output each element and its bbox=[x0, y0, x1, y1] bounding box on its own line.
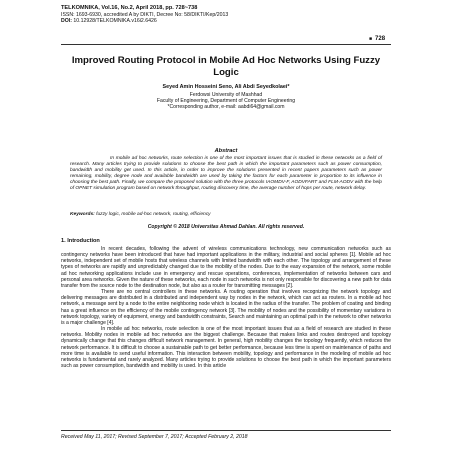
affiliation-department: Faculty of Engineering, Department of Computer Engineering bbox=[156, 98, 296, 104]
author-list: Seyed Amin Hosseini Seno, Ali Abdi Seyedkolaei* bbox=[162, 84, 290, 90]
received-dates: Received May 11, 2017; Revised September 7, 2017; Accepted February 2, 2018 bbox=[61, 434, 248, 440]
affiliation-university: Ferdowsi University of Mashhad bbox=[189, 92, 263, 98]
issn-line: ISSN: 1693-6930, accredited A by DIKTI, Decree No: 58/DIKTI/Kep/2013 bbox=[61, 12, 229, 18]
paragraph: There are no central controllers in these networks. A routing operation that involves recognizing the network topology and delivering messages are distributed in a distributed and independent way by nodes in the network, which can act as routers. In a mobile ad hoc network, a message sent by a node to the entire neighboring node which is located in the radius of the transfer. The problem of coating and binding has a great influence on the efficiency of the mobile contingency network [3]. The mobility of nodes and the possibility of momentary variations in network topology, variety of equipment, energy and bandwidth constraints, Search and maintaining an optimal path in the network to other networks is a major challenge [4]. bbox=[61, 289, 391, 326]
doi-label: DOI: bbox=[61, 18, 72, 25]
page-number bbox=[369, 36, 385, 42]
journal-citation: TELKOMNIKA, Vol.16, No.2, April 2018, pp. 728~738 bbox=[61, 5, 198, 11]
copyright-notice: Copyright © 2018 Universitas Ahmad Dahlan. All rights reserved. bbox=[147, 224, 305, 230]
paragraph: In mobile ad hoc networks, route selection is one of the most important issues that as a field of research are studied in these networks. Mobility nodes in mobile ad hoc networks are the biggest challenge. Because that makes links and routes destroyed and topology dynamically change that this changes difficult network management. In general, high mobility changes the topology frequently, which reduces the network performance. It is difficult to choose a sustainable path to get better performance, because less time is spent on maintenance of paths and more time is available to send useful information. This interaction between mobility, topology and performance in the modeling of mobile ad hoc networks is fundamental and rarely analyzed. Many articles trying to provide solutions to choose the best path in which the important parameters such as power consumption, bandwidth and mobility is used. In this article bbox=[61, 326, 391, 369]
page-number-value: 728 bbox=[375, 36, 386, 42]
doi-line bbox=[61, 18, 391, 24]
footer-rule bbox=[61, 430, 391, 431]
keywords bbox=[70, 212, 382, 218]
header-rule bbox=[61, 44, 391, 45]
section-heading: 1. Introduction bbox=[61, 238, 100, 244]
journal-header bbox=[61, 5, 391, 25]
abstract-text: In mobile ad hoc networks, route selection is one of the most important issues that is studied in these networks as a field of research. Many articles trying to provide solutions to choose the best path in which the important parameters such as power consumption, bandwidth and mobility get used. In this article, in order to improve the solutions presented in recent papers parameters such as power remaining, mobility, degree node and available bandwidth are used by taking the factors for each parameter in proportion to its influence in choosing the best path. Finally, we compare the proposed solution with the three protocols IAOMDV-F, AODVFART and FLM-AODV with the help of OPNET simulation program based on network throughput, routing discovery time, the average number of hops per route, network delay. bbox=[70, 156, 382, 192]
keywords-label: Keywords: bbox=[70, 212, 95, 217]
page-marker: ■ bbox=[369, 36, 373, 42]
keywords-value: fuzzy logic, mobile ad-hoc network, routing, efficiency bbox=[96, 212, 211, 217]
paper-title: Improved Routing Protocol in Mobile Ad Hoc Networks Using Fuzzy Logic bbox=[71, 55, 381, 78]
paragraph: In recent decades, following the advent of wireless communications technology, new communication networks such as contingency networks have been introduced that have had important applications in the military, industrial and social spheres [1]. Mobile ad hoc networks, independent set of mobile hosts that wireless channels with limited bandwidth with each other. The topology and arrangement of these types of networks are rapidly and unpredictably changed due to the mobility of the nodes. Due to the easy expansion of the network, some mobile ad hoc networking applications include use in emergency and rescue operations, conferences, implementation of networks between cars and personal area networks. Given the nature of these networks, each node in such networks is not only responsible for discovering a new path for data transfer from the source node to the destination node, but also as a router for transmitting messages [2]. bbox=[61, 246, 391, 289]
section-body bbox=[61, 246, 391, 369]
abstract-heading: Abstract bbox=[214, 148, 238, 154]
doi-value: 10.12928/TELKOMNIKA.v16i2.6426 bbox=[73, 18, 157, 25]
corresponding-author: *Corresponding author, e-mail: aabdi64@gmail.com bbox=[167, 104, 285, 110]
